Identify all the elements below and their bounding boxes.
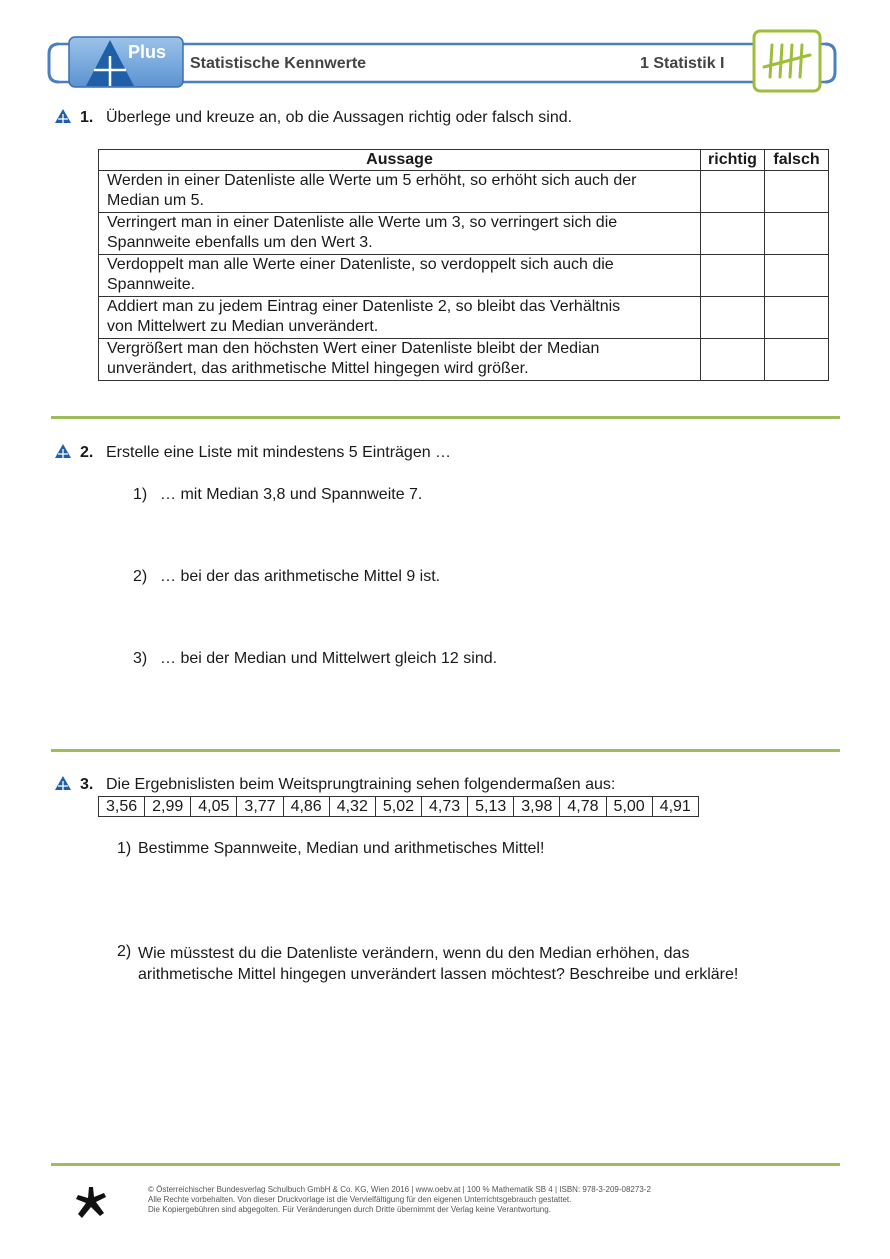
logo-label: Plus bbox=[128, 42, 167, 62]
exercise-2-instruction: Erstelle eine Liste mit mindestens 5 Einträgen … bbox=[106, 444, 452, 461]
table-row bbox=[99, 255, 829, 297]
richtig-checkbox[interactable] bbox=[701, 297, 765, 339]
statement-table bbox=[98, 149, 829, 381]
copyright-notice: © Österreichischer Bundesverlag Schulbuch GmbH & Co. KG, Wien 2016 | www.oebv.at | 100 % Mathematik SB 4 | ISBN: 978-3-209-08273-2 Alle Rechte vorbehalten. Von dieser Druckvorlage ist die Vervielfältigung für den eigenen Unterrichtsgebrauch gestattet. Die Kopiergebühren sind abgegolten. Für Veränderungen durch Dritte übernimmt der Verlag keine Verantwortung. bbox=[148, 1185, 651, 1214]
richtig-checkbox[interactable] bbox=[701, 339, 765, 381]
exercise-2-item-label: 3) bbox=[133, 650, 148, 667]
exercise-3-task-label: 2) bbox=[117, 943, 132, 960]
statement-text: Verdoppelt man alle Werte einer Datenliste, so verdoppelt sich auch die Spannweite. bbox=[99, 255, 701, 297]
exercise-2-number: 2. bbox=[80, 444, 94, 461]
exercise-2-item-text: … mit Median 3,8 und Spannweite 7. bbox=[160, 486, 423, 503]
section-divider bbox=[51, 1163, 840, 1166]
table-row bbox=[99, 297, 829, 339]
table-row bbox=[99, 213, 829, 255]
falsch-checkbox[interactable] bbox=[765, 339, 829, 381]
chapter-label: 1 Statistik I bbox=[640, 55, 725, 72]
exercise-2-item-text: … bei der Median und Mittelwert gleich 12 sind. bbox=[160, 650, 498, 667]
falsch-checkbox[interactable] bbox=[765, 297, 829, 339]
richtig-checkbox[interactable] bbox=[701, 255, 765, 297]
result-value: 5,13 bbox=[468, 797, 514, 817]
exercise-1-instruction: Überlege und kreuze an, ob die Aussagen richtig oder falsch sind. bbox=[106, 109, 573, 126]
result-value: 3,56 bbox=[99, 797, 145, 817]
result-value: 4,91 bbox=[652, 797, 698, 817]
exercise-3-task-label: 1) bbox=[117, 840, 132, 857]
section-divider bbox=[51, 416, 840, 419]
difficulty-icon bbox=[54, 443, 72, 459]
result-value: 4,05 bbox=[191, 797, 237, 817]
statement-text: Addiert man zu jedem Eintrag einer Datenliste 2, so bleibt das Verhältnis von Mittelwert zu Median unverändert. bbox=[99, 297, 701, 339]
falsch-checkbox[interactable] bbox=[765, 255, 829, 297]
exercise-3-task-text: Wie müsstest du die Datenliste verändern, wenn du den Median erhöhen, das arithmetische Mittel hingegen unverändert lassen möchtest? Beschreibe und erkläre! bbox=[138, 945, 739, 983]
results-table bbox=[98, 796, 699, 817]
table-row bbox=[99, 797, 699, 817]
difficulty-icon bbox=[54, 108, 72, 124]
richtig-checkbox[interactable] bbox=[701, 171, 765, 213]
section-divider bbox=[51, 749, 840, 752]
result-value: 4,32 bbox=[329, 797, 375, 817]
richtig-checkbox[interactable] bbox=[701, 213, 765, 255]
table-row bbox=[99, 171, 829, 213]
statement-text: Verringert man in einer Datenliste alle Werte um 3, so verringert sich die Spannweite ebenfalls um den Wert 3. bbox=[99, 213, 701, 255]
table-row bbox=[99, 339, 829, 381]
falsch-checkbox[interactable] bbox=[765, 171, 829, 213]
result-value: 4,73 bbox=[421, 797, 467, 817]
result-value: 5,00 bbox=[606, 797, 652, 817]
exercise-2-item-label: 1) bbox=[133, 486, 148, 503]
exercise-2-item-label: 2) bbox=[133, 568, 148, 585]
plus-logo bbox=[68, 36, 184, 88]
header-aussage: Aussage bbox=[99, 150, 701, 171]
page-title: Statistische Kennwerte bbox=[190, 55, 367, 72]
result-value: 3,77 bbox=[237, 797, 283, 817]
falsch-checkbox[interactable] bbox=[765, 213, 829, 255]
result-value: 4,86 bbox=[283, 797, 329, 817]
result-value: 5,02 bbox=[375, 797, 421, 817]
header-richtig: richtig bbox=[701, 150, 765, 171]
statement-text: Werden in einer Datenliste alle Werte um 5 erhöht, so erhöht sich auch der Median um 5. bbox=[99, 171, 701, 213]
exercise-3-instruction: Die Ergebnislisten beim Weitsprungtraining sehen folgendermaßen aus: bbox=[106, 776, 616, 793]
header-falsch: falsch bbox=[765, 150, 829, 171]
result-value: 4,78 bbox=[560, 797, 606, 817]
exercise-1-number: 1. bbox=[80, 109, 94, 126]
difficulty-icon bbox=[54, 775, 72, 791]
publisher-logo-icon bbox=[74, 1185, 108, 1221]
exercise-3-task-text: Bestimme Spannweite, Median und arithmetisches Mittel! bbox=[138, 840, 545, 857]
statement-text: Vergrößert man den höchsten Wert einer Datenliste bleibt der Median unverändert, das arithmetische Mittel hingegen wird größer. bbox=[99, 339, 701, 381]
tally-icon bbox=[752, 29, 822, 93]
result-value: 3,98 bbox=[514, 797, 560, 817]
exercise-2-item-text: … bei der das arithmetische Mittel 9 ist. bbox=[160, 568, 441, 585]
exercise-3-number: 3. bbox=[80, 776, 94, 793]
result-value: 2,99 bbox=[145, 797, 191, 817]
